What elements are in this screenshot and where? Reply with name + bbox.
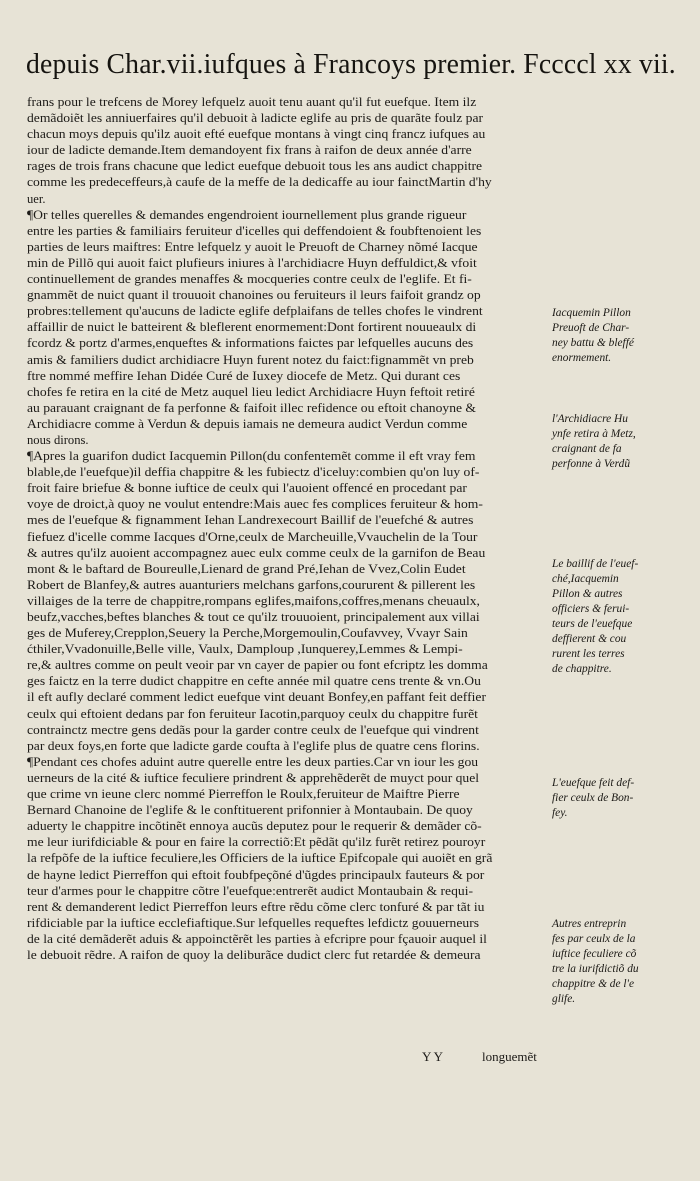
page-footer <box>27 1049 547 1067</box>
text-line: entre les parties & familiairs feruiteur d'icelles qui deffendoient & foubftenoient les <box>27 223 482 238</box>
margin-note-line: Pillon & autres <box>552 588 623 600</box>
text-line: ges faictz en la terre dudict chappitre en cefte année mil quatre cens trente & vn.Ou <box>27 674 481 689</box>
text-line: voye de droict,à quoy ne voulut entendre:Mais auec fes complices feruiteur & hom- <box>27 497 483 512</box>
catchword: longuemẽt <box>482 1049 537 1064</box>
text-line: me leur iurifdiciable & pour en faire la correctiõ:Et pẽdãt qu'ilz furẽt retirez pouroyr <box>27 835 486 850</box>
margin-note-line: fier ceulx de Bon- <box>552 792 634 804</box>
margin-note-line: l'Archidiacre Hu <box>552 413 628 425</box>
text-line: il eft aufly declaré comment ledict euefque vint deuant Bonfey,en paffant feit deffier <box>27 690 486 705</box>
text-line: mont & le baftard de Boureulle,Lienard de grand Pré,Iehan de Vvez,Colin Eudet <box>27 561 466 576</box>
text-line: fcordz & portz d'armes,enqueftes & informations faictes par lefquelles aucuns des <box>27 336 474 351</box>
text-line: frans pour le trefcens de Morey lefquelz auoit tenu auant qu'il fut euefque. Item ilz <box>27 95 477 109</box>
margin-note-line: craignant de fa <box>552 443 622 455</box>
margin-note-justice <box>552 917 692 1007</box>
margin-note-line: ché,Iacquemin <box>552 573 619 585</box>
text-line: parties de leurs maiftres: Entre lefquelz y auoit le Preuoft de Charney nõmé Iacque <box>27 239 478 254</box>
text-line: nous dirons. <box>27 432 89 447</box>
text-line: probres:tellement qu'aucuns de ladicte eglife defplaifans de telles chofes le vindrent <box>27 304 483 319</box>
margin-note-line: chappitre & de l'e <box>552 978 635 990</box>
text-line: uer. <box>27 191 46 206</box>
text-line: blable,de l'euefque)il deffia chappitre & les fubiectz d'iceluy:combien qu'on luy of- <box>27 465 480 480</box>
text-line: ftre nommé meffire Iehan Didée Curé de Iuxey diocefe de Metz. Qui durant ces <box>27 368 461 383</box>
running-header: depuis Char.vii.iufques à Francoys premier. Fccccl xx vii. <box>26 48 676 80</box>
text-line: & autres qu'ilz auoient accompagnez auec eulx comme ceulx de la garnifon de Beau <box>27 545 486 560</box>
margin-note-line: de chappitre. <box>552 663 612 675</box>
text-line: Bernard Chanoine de l'eglife & le conftituerent prifonnier à Montaubain. De quoy <box>27 803 473 818</box>
text-line: Robert de Blanfey,& autres auanturiers melchans garfons,coururent & pillerent les <box>27 577 476 592</box>
margin-note-line: tre la iurifdictiõ du <box>552 963 639 975</box>
margin-note-line: perfonne à Verdũ <box>552 458 631 470</box>
margin-note-line: iuftice feculiere cõ <box>552 948 637 960</box>
margin-note-line: enormement. <box>552 352 612 364</box>
text-line: rifdiciable par la iuftice ecclefiaftique.Sur lefquelles requeftes lefdictz gouuerneurs <box>27 915 480 930</box>
text-line: uerneurs de la cité & iuftice feculiere prindrent & apprehẽderẽt de muyct pour quel <box>27 770 480 785</box>
text-line: rent & demanderent ledict Pierreffon leurs eftre rẽdu cõme clerc tonfuré & par tãt iu <box>27 899 485 914</box>
margin-note-line: ney battu & bleffé <box>552 337 634 349</box>
margin-note-line: Le baillif de l'euef- <box>552 558 639 570</box>
margin-note-line: ynfe retira à Metz, <box>552 428 636 440</box>
margin-note-line: glife. <box>552 993 576 1005</box>
text-line: ćthiler,Vvadonuille,Belle ville, Vaulx, Damploup ,Iunquerey,Lemmes & Lempi- <box>27 642 463 657</box>
text-line: contrainctz mectre gens dedãs pour la garder contre ceulx de l'euefque qui vindrent <box>27 722 479 737</box>
text-line: la refpõfe de la iuftice feculiere,les Officiers de la iuftice Epifcopale qui auoiẽt en grã <box>27 851 493 866</box>
text-line: par deux foys,en forte que ladicte garde coufta à l'eglife plus de quatre cens florins. <box>27 738 480 753</box>
signature-mark: Y Y <box>422 1049 444 1064</box>
text-line: ¶Apres la guarifon dudict Iacquemin Pillon(du confentemẽt comme il eft vray fem <box>27 449 476 464</box>
text-line: min de Pillõ qui auoit faict plufieurs iniures à l'archidiacre Huyn deffuldict,& vfoit <box>27 255 477 270</box>
text-line: chofes fe retira en la cité de Metz auquel lieu ledict Archidiacre Huyn feftoit retiré <box>27 384 475 399</box>
margin-note-line: Autres entreprin <box>552 918 627 930</box>
text-line: aduerty le chappitre incõtinẽt ennoya aucũs deputez pour le requerir & demãder cõ- <box>27 819 482 834</box>
margin-note-line: fey. <box>552 807 568 819</box>
margin-note-archidiacre <box>552 412 692 472</box>
text-line: ¶Or telles querelles & demandes engendroient iournellement plus grande rigueur <box>27 207 467 222</box>
margin-note-line: Iacquemin Pillon <box>552 307 631 319</box>
text-line: teur d'armes pour le chappitre cõtre l'euefque:entrerẽt audict Montaubain & requi- <box>27 883 474 898</box>
text-line: de hayne ledict Pierreffon qui eftoit foubfpeçõné d'ũgdes principaulx fauteurs & por <box>27 867 485 882</box>
margin-note-line: rurent les terres <box>552 648 625 660</box>
text-line: villaiges de la terre de chappitre,rompans eglifes,maifons,coffres,menans cheuaulx, <box>27 593 480 608</box>
text-line: que crime vn ieune clerc nommé Pierreffon le Roulx,feruiteur de Maiftre Pierre <box>27 787 460 802</box>
text-line: gnammẽt de nuict quant il trouuoit chanoines ou feruiteurs il leurs faifoit grandz op <box>27 288 481 303</box>
text-line: affaillir de nuict le batteirent & bleflerent enormement:Dont fortirent nouueaulx di <box>27 320 477 335</box>
margin-note-line: teurs de l'euefque <box>552 618 633 630</box>
margin-note-baillif <box>552 557 692 677</box>
margin-note-line: Preuoft de Char- <box>552 322 630 334</box>
text-line: re,& aultres comme on peult veoir par vn cayer de papier ou font efcriptz les domma <box>27 658 488 673</box>
text-line: rages de trois frans chacune que ledict euefque debuoit tous les ans audict chappitre <box>27 159 483 174</box>
margin-note-line: officiers & ferui- <box>552 603 630 615</box>
main-text-column <box>27 94 547 963</box>
text-line: demãdoiẽt les anniuerfaires qu'il debuoit à ladicte eglife au pris de quarãte foulz par <box>27 111 484 126</box>
margin-note-bonsey <box>552 776 692 821</box>
margin-note-line: fes par ceulx de la <box>552 933 636 945</box>
text-line: le debuoit rẽdre. A raifon de quoy la deliburãce dudict clerc fut retardée & demeura <box>27 947 481 962</box>
text-line: ¶Pendant ces chofes aduint autre querelle entre les deux parties.Car vn iour les gou <box>27 754 479 769</box>
text-line: froit faire briefue & bonne iuftice de ceulx qui l'auoient offencé en procedant par <box>27 481 467 496</box>
margin-note-pillon <box>552 306 692 366</box>
text-line: ceulx qui eftoient dedans par fon feruiteur Iacotin,parquoy ceulx du chappitre furẽt <box>27 706 478 721</box>
text-line: beufz,vacches,beftes blanches & tout ce qu'ilz trouuoient, principalement aux villai <box>27 610 480 624</box>
text-line: ges de Muferey,Crepplon,Seuery la Perche,Morgemoulin,Coufavvey, Vvayr Sain <box>27 626 468 641</box>
text-line: continuellement de grandes menaffes & mocqueries contre ceulx de l'eglife. Et fi- <box>27 272 472 287</box>
margin-note-line: deffierent & cou <box>552 633 627 645</box>
text-line: au parauant craignant de fa perfonne & faifoit illec refidence ou eftoit chanoyne & <box>27 400 477 415</box>
text-line: Archidiacre comme à Verdun & depuis iamais ne demeura audict Verdun comme <box>27 416 468 431</box>
text-line: fiefuez d'icelle comme Iacques d'Orne,ceulx de Marcheuille,Vvauchelin de la Tour <box>27 529 478 544</box>
text-line: mes de l'euefque & fignamment Iehan Landrexecourt Baillif de l'euefché & autres <box>27 513 474 528</box>
text-line: de la cité demãderẽt aduis & appoinctẽrẽt les parties à efcripre pour fçauoir auquel il <box>27 931 487 946</box>
margin-note-line: L'euefque feit def- <box>552 777 635 789</box>
text-line: comme les predeceffeurs,à caufe de la meffe de la dedicaffe au iour fainctMartin d'hy <box>27 175 492 190</box>
text-line: iour de ladicte demande.Item demandoyent fix frans à raifon de deux année d'arre <box>27 143 472 158</box>
text-line: amis & familiers dudict archidiacre Huyn furent notez du faict:fignammẽt vn preb <box>27 352 474 367</box>
text-line: chacun moys depuis qu'ilz auoit efté euefque montans à vingt cinq francz iufques au <box>27 127 486 142</box>
